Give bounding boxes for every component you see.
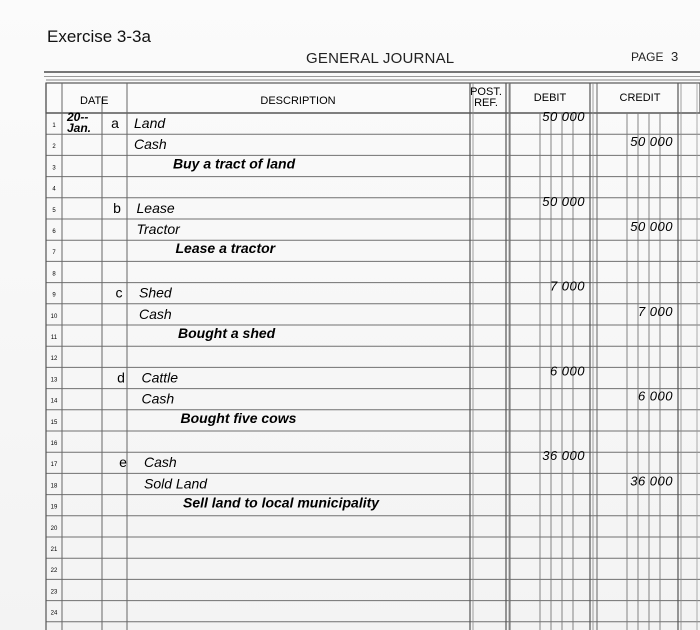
line-number: 20 (50, 525, 58, 532)
line-number: 7 (52, 250, 56, 257)
line-number: 18 (50, 483, 58, 490)
line-number: 13 (50, 377, 58, 384)
credit-amount: 6 000 (637, 388, 673, 404)
line-number: 17 (50, 462, 58, 469)
header-box (46, 83, 700, 113)
post-ref-header: REF. (474, 97, 498, 109)
line-number: 11 (50, 335, 58, 341)
line-number: 16 (50, 441, 58, 447)
credit-account: Cash (139, 305, 172, 322)
line-number: 5 (52, 207, 56, 214)
line-number: 3 (52, 165, 56, 172)
debit-header: DEBIT (533, 92, 567, 104)
credit-account: Tractor (136, 221, 180, 237)
line-number: 24 (50, 610, 58, 617)
debit-account: Lease (136, 199, 175, 216)
credit-header: CREDIT (619, 92, 661, 104)
line-number: 9 (52, 292, 56, 299)
entry-explanation: Bought five cows (180, 409, 297, 426)
credit-amount: 50 000 (630, 134, 673, 150)
entry-letter: e (119, 454, 127, 471)
page-number: 3 (671, 49, 679, 64)
exercise-title: Exercise 3-3a (47, 27, 151, 46)
line-number: 4 (52, 186, 56, 193)
entry-letter: d (117, 369, 125, 386)
debit-amount: 36 000 (542, 448, 585, 464)
debit-account: Cattle (141, 369, 179, 386)
line-number: 2 (52, 144, 56, 151)
entry-letter: c (115, 284, 123, 301)
entry-letter: a (111, 115, 119, 131)
entry-explanation: Bought a shed (178, 325, 276, 341)
line-number: 15 (50, 419, 58, 426)
credit-account: Sold Land (144, 475, 208, 492)
debit-account: Cash (144, 454, 177, 471)
credit-account: Cash (134, 136, 167, 153)
line-number: 22 (50, 568, 58, 575)
date-header: DATE (80, 95, 109, 107)
date-year: 20-- (67, 110, 89, 124)
debit-account: Shed (139, 284, 172, 301)
credit-amount: 7 000 (637, 303, 673, 319)
journal-title: GENERAL JOURNAL (306, 50, 455, 67)
description-header: DESCRIPTION (260, 95, 336, 107)
credit-account: Cash (141, 390, 175, 407)
line-number: 21 (50, 547, 58, 553)
line-number: 19 (50, 504, 58, 511)
debit-amount: 50 000 (542, 193, 585, 209)
entry-explanation: Sell land to local municipality (183, 494, 380, 511)
line-number: 23 (50, 589, 58, 596)
page-label: PAGE (631, 50, 664, 64)
debit-amount: 6 000 (549, 363, 585, 379)
line-number: 1 (52, 123, 56, 129)
debit-amount: 7 000 (549, 278, 585, 294)
line-number: 10 (50, 313, 58, 320)
entry-explanation: Buy a tract of land (173, 155, 296, 172)
debit-account: Land (134, 115, 166, 131)
post-ref-header: POST. (470, 86, 502, 98)
date-month: Jan. (67, 121, 92, 135)
line-number: 12 (50, 356, 58, 363)
credit-amount: 36 000 (630, 473, 673, 489)
line-number: 14 (50, 398, 58, 405)
line-number: 6 (52, 229, 56, 235)
debit-amount: 50 000 (542, 109, 585, 124)
line-number: 8 (52, 271, 56, 278)
entry-explanation: Lease a tractor (175, 240, 276, 257)
credit-amount: 50 000 (630, 219, 673, 234)
entry-letter: b (113, 199, 121, 216)
